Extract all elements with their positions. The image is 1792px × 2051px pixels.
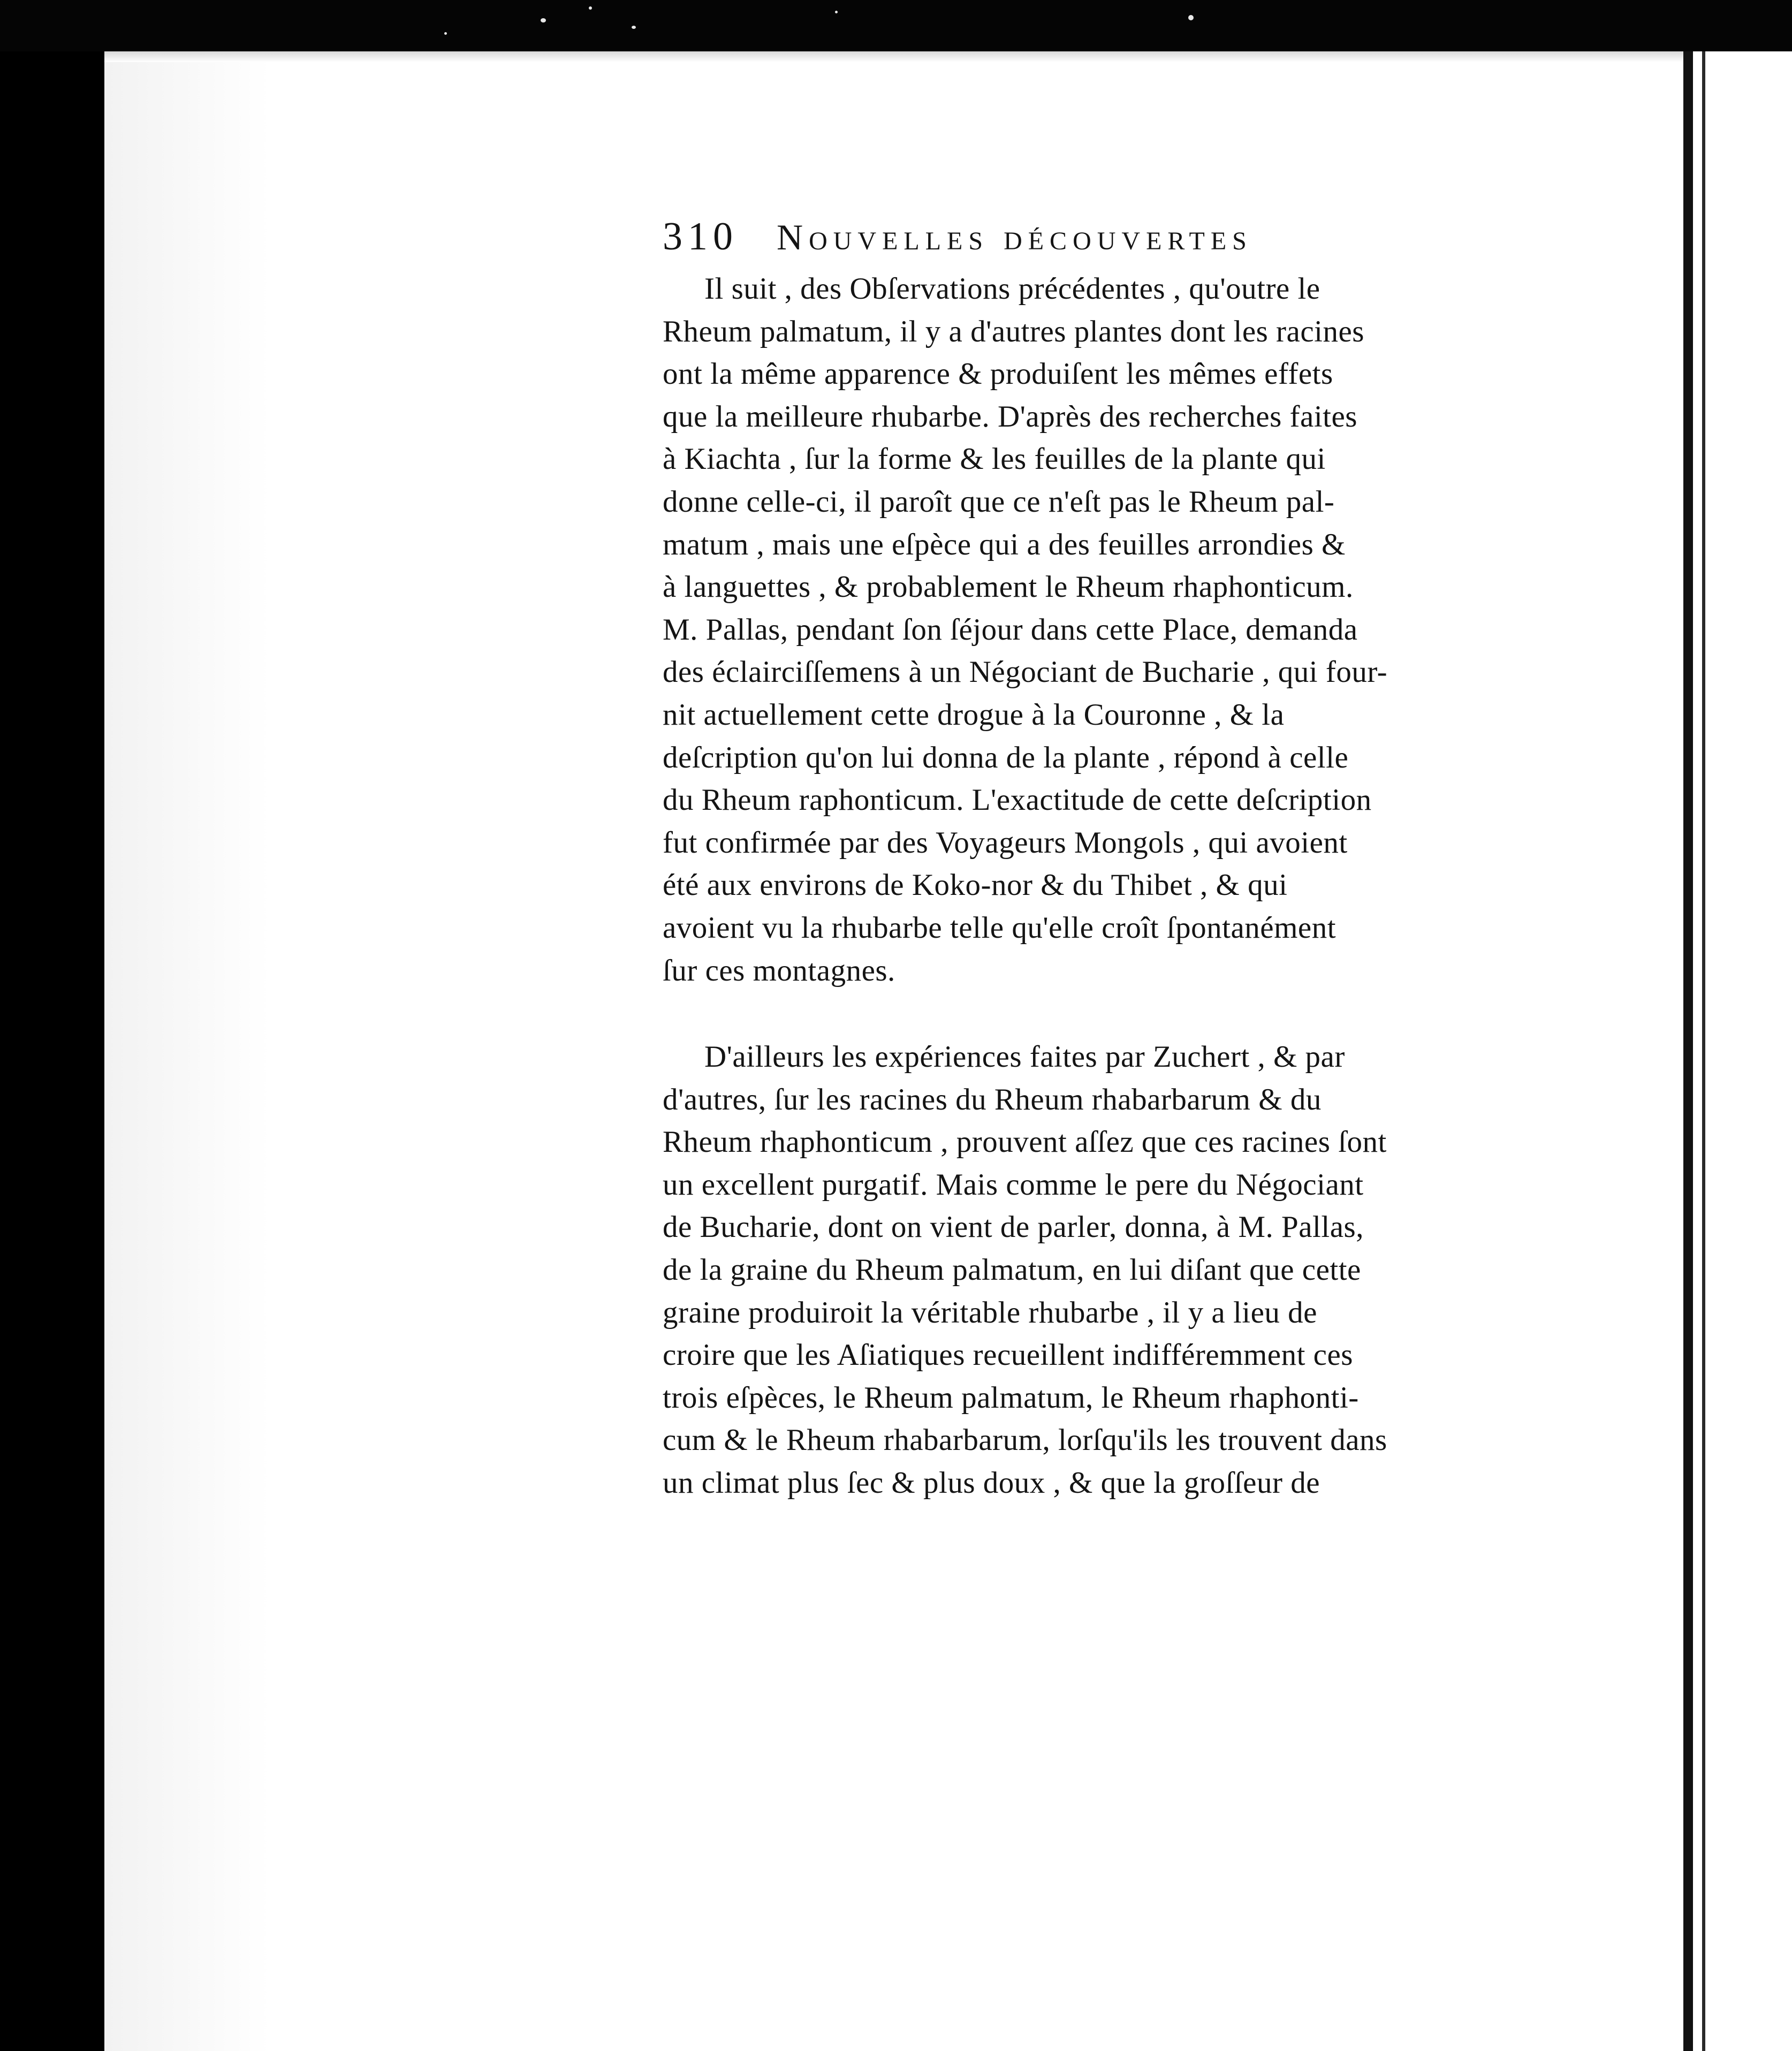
- text-line: que la meilleure rhubarbe. D'après des recherches faites: [663, 399, 1357, 434]
- text-line: été aux environs de Koko-nor & du Thibet , & qui: [663, 868, 1288, 902]
- text-line: Rheum palmatum, il y a d'autres plantes dont les racines: [663, 314, 1364, 348]
- text-line: de Bucharie, dont on vient de parler, donna, à M. Pallas,: [663, 1210, 1364, 1244]
- dust-speck: [835, 11, 838, 13]
- text-line: cum & le Rheum rhabarbarum, lorſqu'ils les trouvent dans: [663, 1423, 1387, 1457]
- text-line: donne celle-ci, il paroît que ce n'eſt pas le Rheum pal-: [663, 484, 1335, 519]
- text-line: à Kiachta , ſur la forme & les feuilles de la plante qui: [663, 442, 1326, 476]
- dust-speck: [1188, 15, 1194, 20]
- right-page-line: [1702, 51, 1705, 2051]
- text-line: à languettes , & probablement le Rheum rhaphonticum.: [663, 570, 1354, 604]
- page-top-edge: [104, 51, 1683, 62]
- text-line: ſur ces montagnes.: [663, 953, 895, 987]
- text-line: ont la même apparence & produiſent les mêmes effets: [663, 357, 1333, 391]
- text-line: Rheum rhaphonticum , prouvent aſſez que ces racines ſont: [663, 1125, 1387, 1159]
- text-line: du Rheum raphonticum. L'exactitude de cette deſcription: [663, 783, 1372, 817]
- text-line: M. Pallas, pendant ſon ſéjour dans cette Place, demanda: [663, 612, 1358, 647]
- page-gutter: [1683, 51, 1693, 2051]
- text-line: deſcription qu'on lui donna de la plante , répond à celle: [663, 740, 1349, 774]
- paragraph-2: [663, 1036, 1495, 1505]
- dust-speck: [444, 32, 447, 35]
- text-line: fut confirmée par des Voyageurs Mongols , qui avoient: [663, 825, 1348, 860]
- text-line: Il suit , des Obſervations précédentes , qu'outre le: [704, 272, 1320, 306]
- text-line: d'autres, ſur les racines du Rheum rhabarbarum & du: [663, 1082, 1322, 1116]
- text-line: un climat plus ſec & plus doux , & que la groſſeur de: [663, 1466, 1320, 1500]
- text-line: matum , mais une eſpèce qui a des feuilles arrondies &: [663, 527, 1346, 561]
- text-block: [663, 214, 1495, 1505]
- text-line: trois eſpèces, le Rheum palmatum, le Rheum rhaphonti-: [663, 1380, 1359, 1415]
- page-header: [663, 214, 1495, 268]
- page-shading: [104, 51, 270, 2051]
- scanner-background: [0, 0, 1792, 51]
- text-line: un excellent purgatif. Mais comme le pere du Négociant: [663, 1167, 1364, 1202]
- text-line: croire que les Aſiatiques recueillent indifféremment ces: [663, 1338, 1353, 1372]
- page-number: 310: [663, 215, 738, 259]
- dust-speck: [632, 26, 636, 29]
- text-line: des éclairciſſemens à un Négociant de Bucharie , qui four-: [663, 655, 1388, 689]
- right-page-edge: [1693, 51, 1792, 2051]
- dust-speck: [541, 18, 546, 22]
- text-line: avoient vu la rhubarbe telle qu'elle croît ſpontanément: [663, 910, 1337, 945]
- text-line: graine produiroit la véritable rhubarbe , il y a lieu de: [663, 1295, 1317, 1330]
- text-line: nit actuellement cette drogue à la Couronne , & la: [663, 697, 1285, 732]
- paragraph-1: [663, 268, 1495, 992]
- paragraph-gap: [663, 992, 1495, 1036]
- text-line: de la graine du Rheum palmatum, en lui diſant que cette: [663, 1253, 1361, 1287]
- dust-speck: [589, 6, 592, 10]
- text-line: D'ailleurs les expériences faites par Zuchert , & par: [704, 1040, 1345, 1074]
- running-head: Nouvelles découvertes: [777, 217, 1252, 257]
